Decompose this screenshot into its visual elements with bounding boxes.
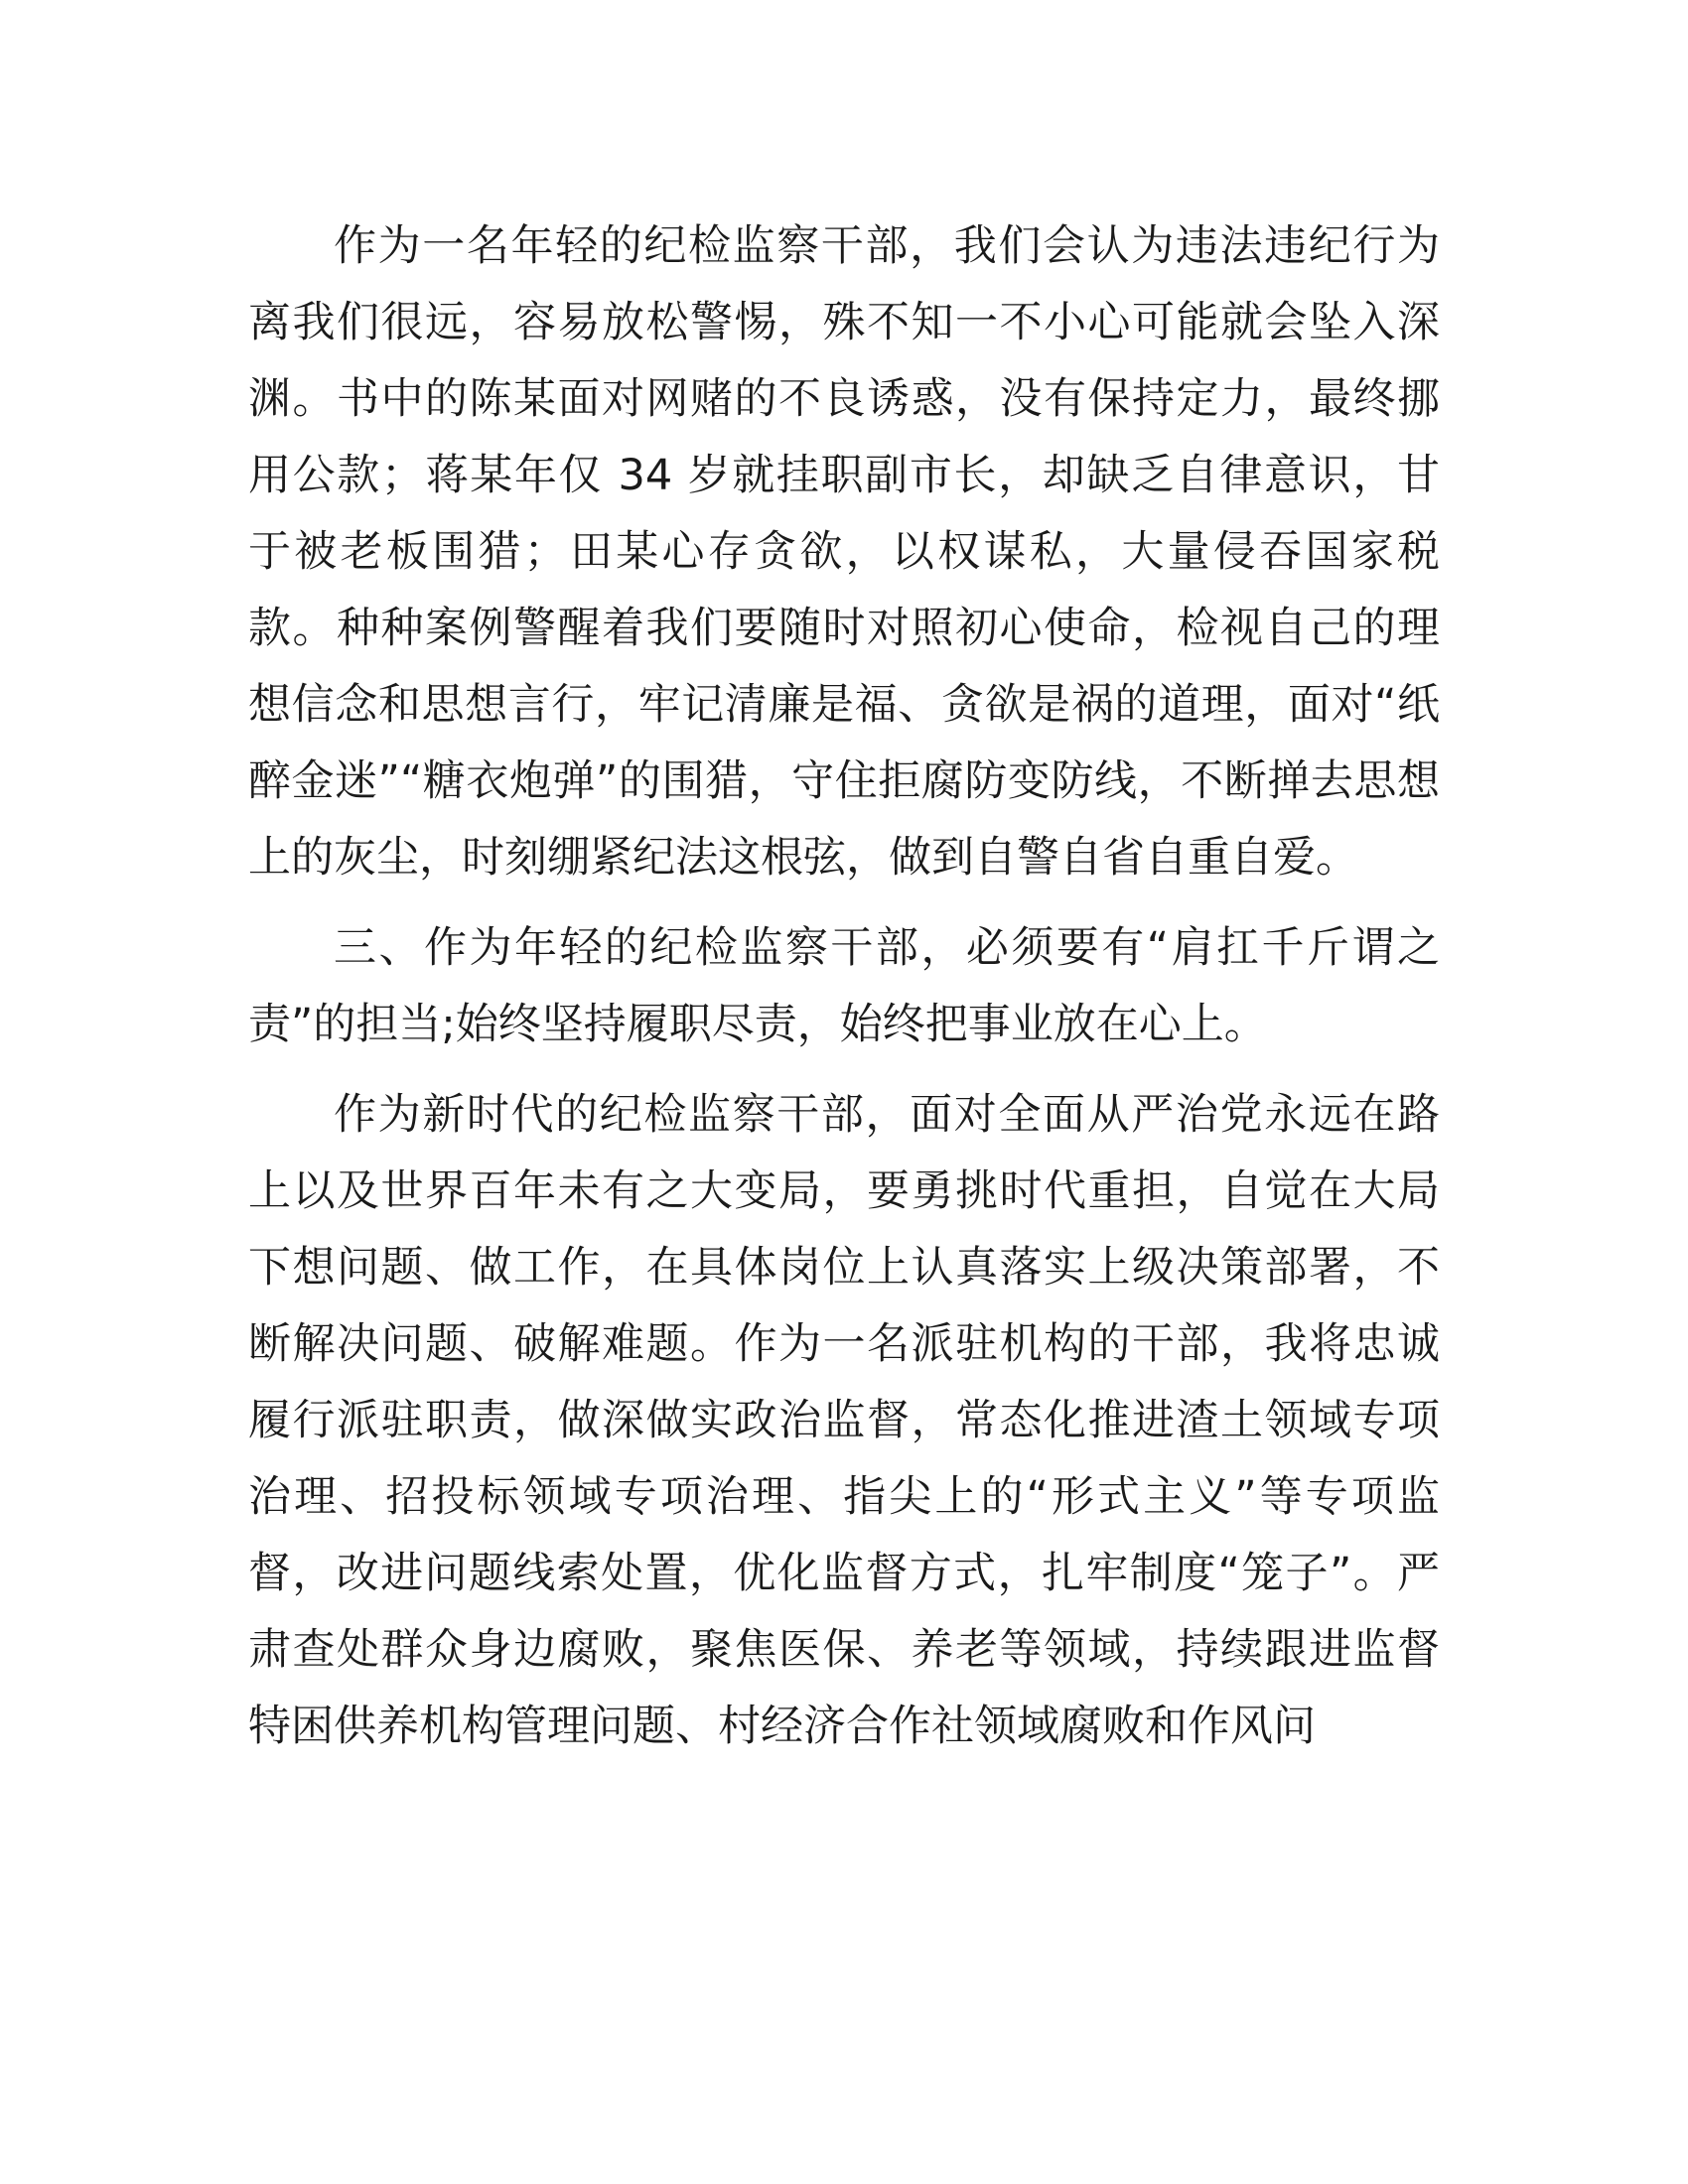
paragraph-case-warning: 作为一名年轻的纪检监察干部，我们会认为违法违纪行为离我们很远，容易放松警惕，殊不知一不小心可能就会坠入深渊。书中的陈某面对网赌的不良诱惑，没有保持定力，最终挪用公款；蒋某年仅 34 岁就挂职副市长，却缺乏自律意识，甘于被老板围猎；田某心存贪欲，以权谋私，大量侵吞国家税款。种种案例警醒着我们要随时对照初心使命，检视自己的理想信念和思想言行，牢记清廉是福、贪欲是祸的道理，面对“纸醉金迷”“糖衣炮弹”的围猎，守住拒腐防变防线，不断掸去思想上的灰尘，时刻绷紧纪法这根弦，做到自警自省自重自爱。 <box>248 221 1440 883</box>
document-body <box>248 208 1440 1779</box>
paragraph-section-three-heading: 三、作为年轻的纪检监察干部，必须要有“肩扛千斤谓之责”的担当;始终坚持履职尽责，始终把事业放在心上。 <box>248 923 1440 1049</box>
paragraph-new-era-duty: 作为新时代的纪检监察干部，面对全面从严治党永远在路上以及世界百年未有之大变局，要勇挑时代重担，自觉在大局下想问题、做工作，在具体岗位上认真落实上级决策部署，不断解决问题、破解难题。作为一名派驻机构的干部，我将忠诚履行派驻职责，做深做实政治监督，常态化推进渣土领域专项治理、招投标领域专项治理、指尖上的“形式主义”等专项监督，改进问题线索处置，优化监督方式，扎牢制度“笼子”。严肃查处群众身边腐败，聚焦医保、养老等领域，持续跟进监督特困供养机构管理问题、村经济合作社领域腐败和作风问 <box>248 1090 1440 1751</box>
